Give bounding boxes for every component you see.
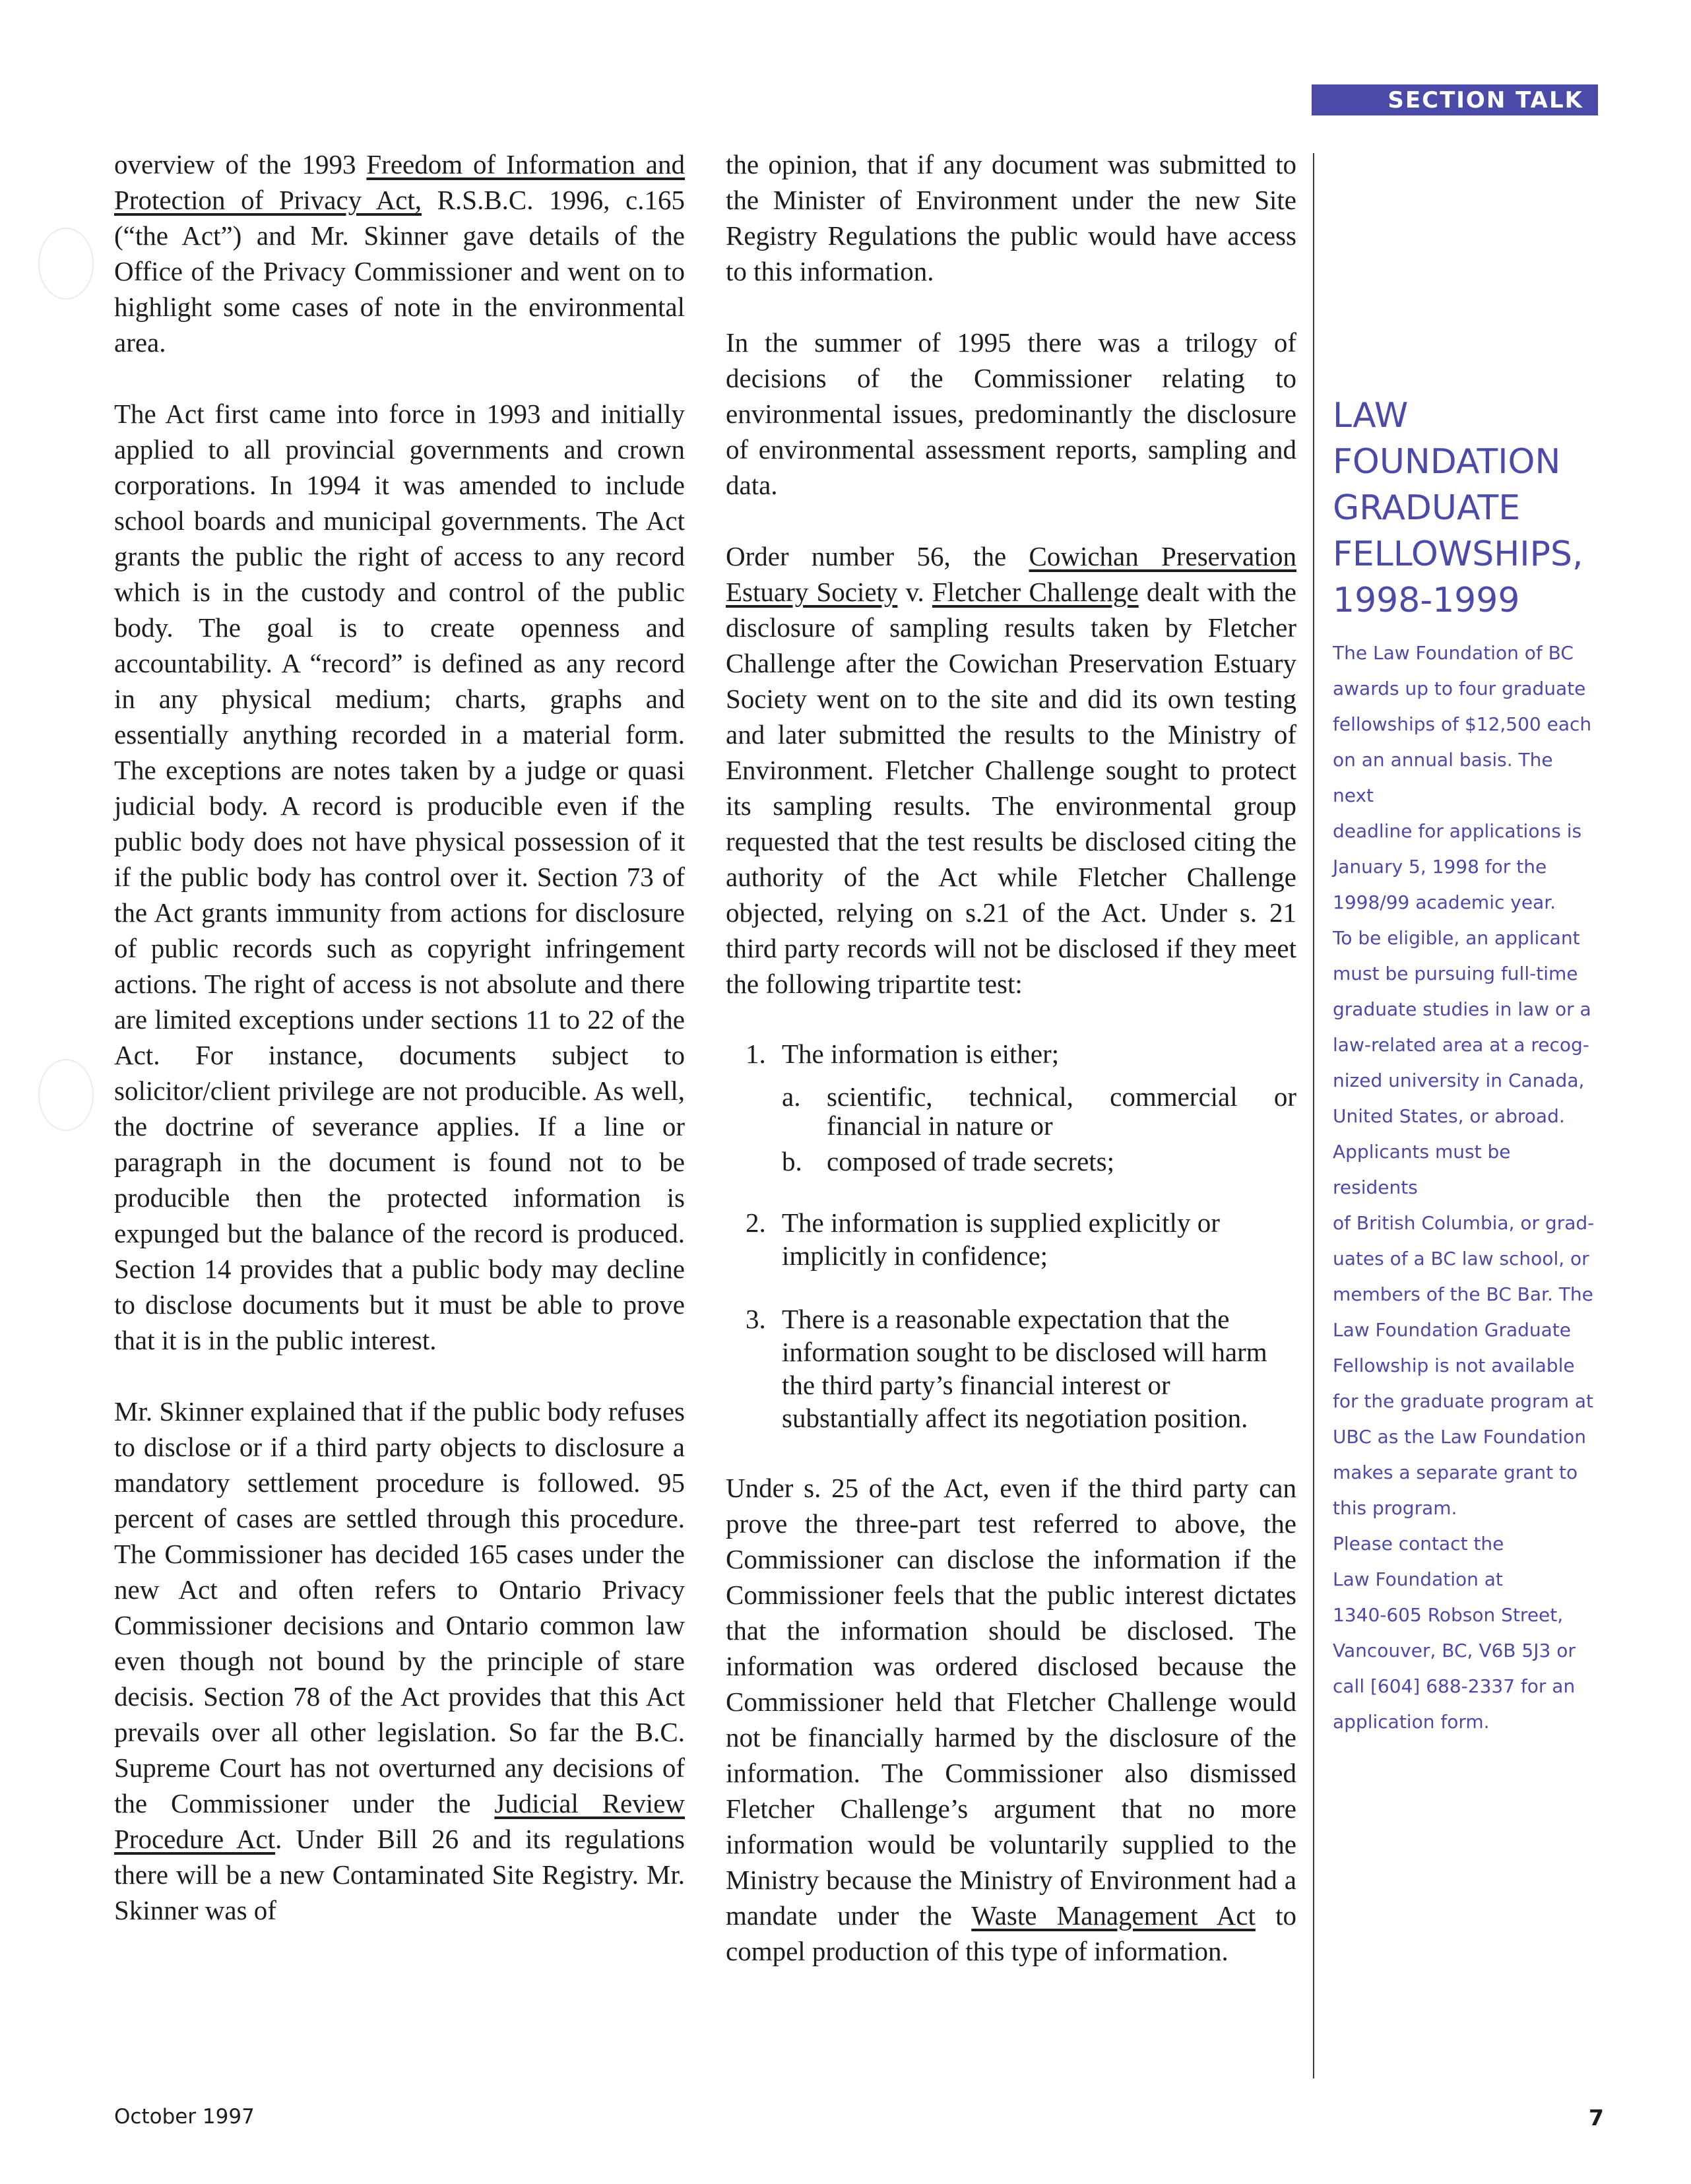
paragraph	[114, 146, 685, 360]
sidebar-line: makes a separate grant to	[1333, 1461, 1578, 1483]
sidebar-line: of British Columbia, or grad-	[1333, 1212, 1595, 1234]
paragraph-text: Under s. 25 of the Act, even if the third party can prove the three-part test referred to above, the Commissioner can disclose the information if the Commissioner feels that the public interest dictates that the information should be disclosed. The information was ordered disclosed because the Commissioner held that Fletcher Challenge would not be financially harmed by the disclosure of the information. The Commissioner also dismissed Fletcher Challenge’s argument that no more information would be voluntarily supplied to the Ministry because the Ministry of Environment had a mandate under the	[726, 1473, 1296, 1931]
punch-hole	[38, 1059, 94, 1131]
left-column	[114, 146, 685, 1928]
heading-line: LAW	[1333, 396, 1409, 435]
sidebar-heading	[1333, 393, 1597, 624]
paragraph: the opinion, that if any document was submitted to the Minister of Environment under the new Site Registry Regulations the public would have access to this information.	[726, 149, 1296, 286]
sidebar-line: fellowships of $12,500 each	[1333, 713, 1592, 735]
sidebar-line: Law Foundation at	[1333, 1568, 1503, 1590]
list-item	[726, 1206, 1296, 1272]
sidebar-line: application form.	[1333, 1711, 1490, 1733]
page-number: 7	[1589, 2105, 1604, 2131]
middle-column	[726, 146, 1296, 1969]
paragraph-text: Mr. Skinner explained that if the public body refuses to disclose or if a third party objects to disclosure a mandatory settlement procedure is followed. 95 percent of cases are settled through this procedure. The Commissioner has decided 165 cases under the new Act and often refers to Ontario Privacy Commissioner decisions and Ontario common law even though not bound by the principle of stare decisis. Section 78 of the Act provides that this Act prevails over all other legislation. So far the B.C. Supreme Court has not overturned any decisions of the Commissioner under the	[114, 1396, 685, 1818]
sidebar-line: UBC as the Law Foundation	[1333, 1426, 1587, 1448]
paragraph	[726, 538, 1296, 1002]
act-title: Waste Management Act	[971, 1900, 1256, 1931]
paragraph-text: Order number 56, the	[726, 541, 1029, 571]
sub-list-text: scientific, technical, commercial or financial in nature or	[827, 1081, 1296, 1141]
sidebar-line: must be pursuing full-time	[1333, 963, 1578, 984]
sidebar-line: on an annual basis. The next	[1333, 749, 1553, 806]
sidebar-line: awards up to four graduate	[1333, 678, 1586, 699]
paragraph	[114, 1394, 685, 1928]
sidebar	[1333, 393, 1597, 1740]
list-item-text: The information is supplied explicitly or implicitly in confidence;	[782, 1207, 1220, 1271]
paragraph-text: overview of the 1993	[114, 149, 367, 179]
sidebar-line: United States, or abroad.	[1333, 1105, 1565, 1127]
sub-list-text: composed of trade secrets;	[827, 1146, 1115, 1176]
sidebar-body	[1333, 635, 1597, 1740]
sidebar-line: for the graduate program at	[1333, 1390, 1594, 1412]
sub-list-item	[782, 1147, 1296, 1176]
sidebar-line: Fellowship is not available	[1333, 1355, 1575, 1376]
sidebar-line: members of the BC Bar. The	[1333, 1283, 1593, 1305]
paragraph-text: R.S.B.C. 1996, c.165 (“the Act”) and Mr. Skinner gave details of the Office of the Privacy Commissioner and went on to highlight some cases of note in the environmental area.	[114, 185, 685, 358]
section-label: SECTION TALK	[1388, 86, 1583, 113]
paragraph: In the summer of 1995 there was a trilogy of decisions of the Commissioner relating to environmental issues, predominantly the disclosure of environmental assessment reports, sampling and data.	[726, 327, 1296, 500]
sidebar-line: this program.	[1333, 1497, 1457, 1519]
list-number: 2.	[746, 1207, 766, 1238]
act-title: Freedom of Information and Protection of Privacy Act,	[114, 149, 685, 215]
sidebar-line: graduate studies in law or a	[1333, 998, 1591, 1020]
list-item	[726, 1302, 1296, 1434]
sidebar-line: 1998/99 academic year.	[1333, 891, 1556, 913]
sidebar-line: January 5, 1998 for the	[1333, 856, 1547, 878]
sidebar-line: nized university in Canada,	[1333, 1070, 1585, 1091]
case-party-name: Fletcher Challenge	[932, 577, 1139, 607]
sidebar-line: call [604] 688-2337 for an	[1333, 1675, 1576, 1697]
sub-list-item	[782, 1082, 1296, 1140]
act-title: Judicial Review Procedure Act	[114, 1788, 685, 1854]
sub-list-letter: b.	[782, 1146, 802, 1176]
list-item-text: There is a reasonable expectation that the information sought to be disclosed will harm the third party’s financial interest or substantially affect its negotiation position.	[782, 1304, 1267, 1433]
footer-date: October 1997	[114, 2105, 255, 2129]
paragraph-text: dealt with the disclosure of sampling results taken by Fletcher Challenge after the Cowichan Preservation Estuary Society went on to the site and did its own testing and later submitted the results to the Ministry of Environment. Fletcher Challenge sought to protect its sampling results. The environmental group requested that the test results be disclosed citing the authority of the Act while Fletcher Challenge objected, relying on s.21 of the Act. Under s. 21 third party records will not be disclosed if they meet the following tripartite test:	[726, 577, 1296, 999]
sidebar-line: 1340-605 Robson Street,	[1333, 1604, 1564, 1626]
sidebar-line: Law Foundation Graduate	[1333, 1319, 1572, 1341]
heading-line: FELLOWSHIPS,	[1333, 534, 1583, 574]
paragraph-text: . Under Bill 26 and its regulations there will be a new Contaminated Site Registry. Mr. Skinner was of	[114, 1824, 686, 1925]
sidebar-line: Please contact the	[1333, 1533, 1504, 1555]
list-number: 3.	[746, 1304, 766, 1334]
heading-line: FOUNDATION	[1333, 442, 1561, 482]
sidebar-line: deadline for applications is	[1333, 820, 1582, 842]
sidebar-line: To be eligible, an applicant	[1333, 927, 1580, 949]
sidebar-line: Applicants must be residents	[1333, 1141, 1511, 1198]
section-badge	[1312, 84, 1598, 115]
paragraph-text: v.	[897, 577, 932, 607]
sub-list	[782, 1082, 1296, 1176]
sidebar-line: law-related area at a recog-	[1333, 1034, 1589, 1056]
sub-list-letter: a.	[782, 1081, 801, 1112]
column-divider	[1313, 153, 1314, 2078]
list-item	[726, 1037, 1296, 1176]
paragraph: The Act first came into force in 1993 and initially applied to all provincial governments and crown corporations. In 1994 it was amended to include school boards and municipal governments. The Act grants the public the right of access to any record which is in the custody and control of the public body. The goal is to create openness and accountability. A “record” is defined as any record in any physical medium; charts, graphs and essentially anything recorded in a material form. The exceptions are notes taken by a judge or quasi judicial body. A record is producible even if the public body does not have physical possession of it if the public body has control over it. Section 73 of the Act grants immunity from actions for disclosure of public records such as copyright infringement actions. The right of access is not absolute and there are limited exceptions under sections 11 to 22 of the Act. For instance, documents subject to solicitor/client privilege are not producible. As well, the doctrine of severance applies. If a line or paragraph in the document is found not to be producible then the protected information is expunged but the balance of the record is produced. Section 14 provides that a public body may decline to disclose documents but it must be able to prove that it is in the public interest.	[114, 399, 685, 1355]
case-party-name: Cowichan Preservation Estuary Society	[726, 541, 1296, 607]
tripartite-test-list	[726, 1037, 1296, 1434]
list-item-text: The information is either;	[782, 1039, 1060, 1069]
paragraph-text: to compel production of this type of information.	[726, 1900, 1296, 1966]
sidebar-line: The Law Foundation of BC	[1333, 642, 1574, 664]
heading-line: 1998-1999	[1333, 581, 1520, 620]
sidebar-line: Vancouver, BC, V6B 5J3 or	[1333, 1640, 1576, 1661]
heading-line: GRADUATE	[1333, 488, 1521, 528]
list-number: 1.	[746, 1039, 766, 1069]
sidebar-line: uates of a BC law school, or	[1333, 1248, 1589, 1269]
paragraph	[726, 1470, 1296, 1969]
punch-hole	[38, 228, 94, 300]
